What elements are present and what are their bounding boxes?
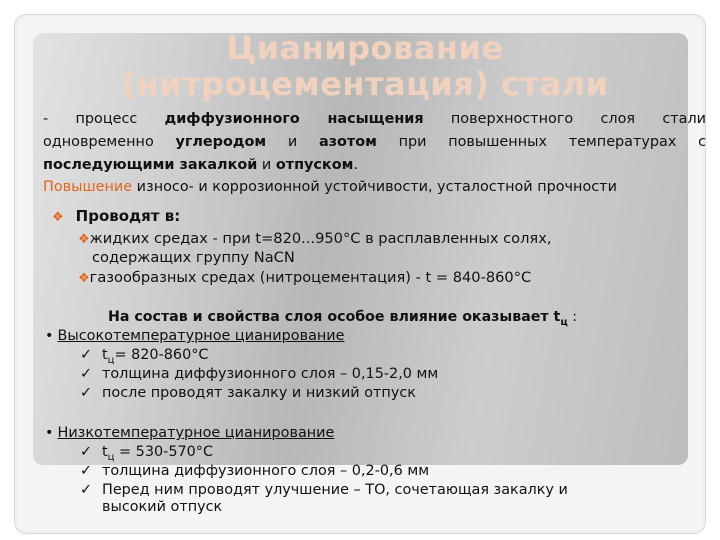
liquid-media-item: ❖жидких средах - при t=820...950°С в расплавленных солях, xyxy=(78,230,552,247)
property-line: Повышение износо- и коррозионной устойчивости, усталостной прочности xyxy=(43,179,617,195)
checkmark-icon: ✓ xyxy=(80,366,93,382)
slide-title xyxy=(60,30,670,102)
intro-line-1: - процесс диффузионного насыщения поверхностного слоя стали xyxy=(43,111,706,127)
diamond-bullet-icon: ❖ xyxy=(78,271,90,286)
diamond-bullet-icon: ❖ xyxy=(52,210,64,225)
checkmark-icon: ✓ xyxy=(80,463,93,479)
high-temp-item: ✓ после проводят закалку и низкий отпуск xyxy=(80,385,416,401)
checkmark-icon: ✓ xyxy=(80,482,93,498)
low-temp-item-cont: высокий отпуск xyxy=(102,499,223,515)
title-line-1: Цианирование xyxy=(226,29,504,67)
low-temp-item: ✓ $t_ц = 530-570^\circ С$ xyxy=(80,444,214,463)
intro-line-2: одновременно углеродом и азотом при повышенных температурах с xyxy=(43,134,706,150)
increase-word: Повышение xyxy=(43,179,133,195)
influence-statement: На состав и свойства слоя особое влияние оказывает $t_ц$ : xyxy=(108,309,578,328)
low-temp-heading: • Низкотемпературное цианирование xyxy=(45,425,335,441)
intro-paragraph xyxy=(43,108,706,177)
high-temp-heading: • Высокотемпературное цианирование xyxy=(45,328,345,344)
section-heading: ❖ Проводят в: xyxy=(52,207,181,225)
low-temp-item: ✓ толщина диффузионного слоя – 0,2-0,6 мм xyxy=(80,463,430,479)
checkmark-icon: ✓ xyxy=(80,444,93,460)
checkmark-icon: ✓ xyxy=(80,347,93,363)
high-temp-item: ✓ толщина диффузионного слоя – 0,15-2,0 мм xyxy=(80,366,439,382)
liquid-media-item-cont: содержащих группу NaCN xyxy=(92,249,295,266)
checkmark-icon: ✓ xyxy=(80,385,93,401)
low-temp-item: ✓ Перед ним проводят улучшение – ТО, сочетающая закалку и xyxy=(80,482,568,498)
high-temp-item: ✓ $t_ц= 820-860^\circ С$ xyxy=(80,347,209,366)
bullet-dot-icon: • xyxy=(45,425,54,441)
title-line-2: (нитроцементация) стали xyxy=(121,65,609,103)
intro-line-3: последующими закалкой и отпуском. xyxy=(43,157,358,173)
bullet-dot-icon: • xyxy=(45,328,54,344)
diamond-bullet-icon: ❖ xyxy=(78,232,90,247)
gas-media-item: ❖газообразных средах (нитроцементация) - t = 840-860°С xyxy=(78,269,532,286)
